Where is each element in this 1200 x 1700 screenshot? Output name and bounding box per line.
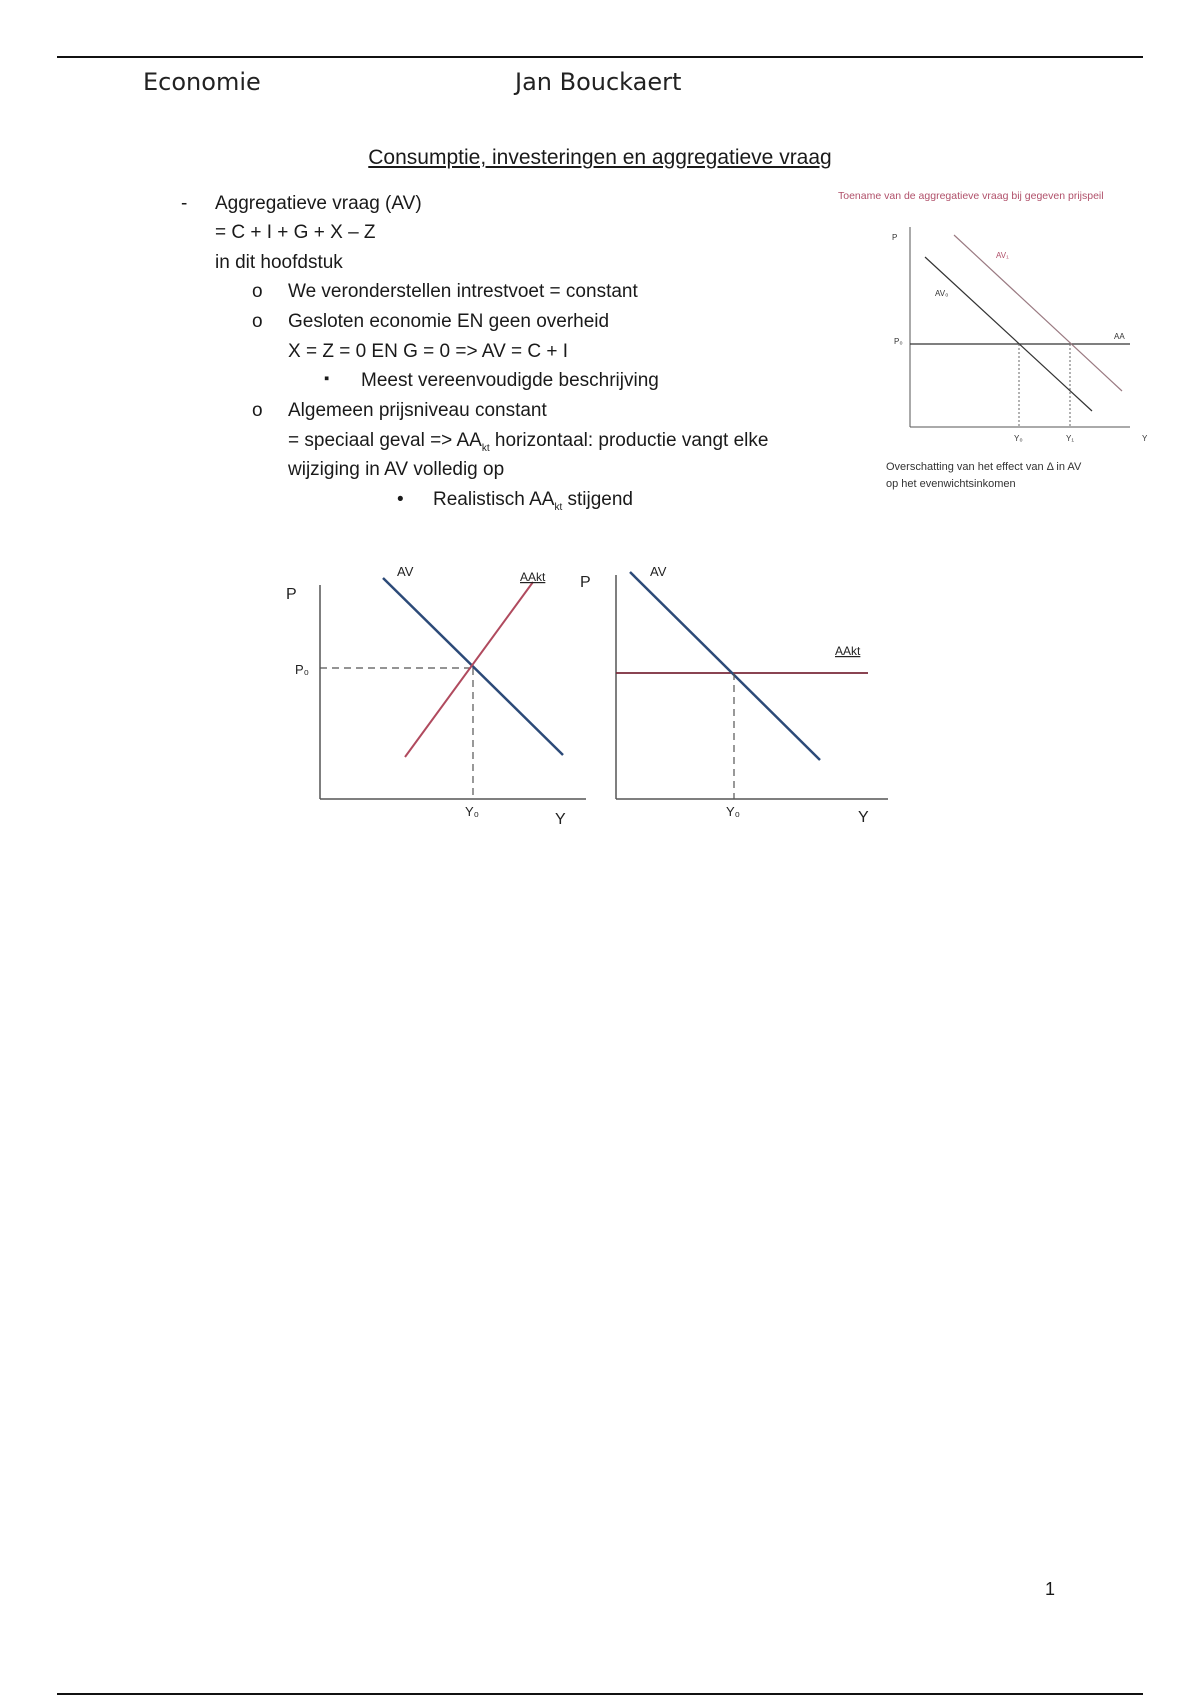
right-aa-label: AAkt [835, 644, 861, 658]
list-item-av-note: in dit hoofdstuk [215, 252, 343, 273]
circle-bullet: o [252, 281, 263, 302]
square-bullet: ▪ [324, 370, 330, 387]
small-y-label: Y [1142, 434, 1148, 443]
list-item-realistic [433, 489, 633, 513]
page-number: 1 [1045, 1579, 1056, 1599]
dash-bullet: - [181, 193, 188, 214]
right-y0-label: Y₀ [726, 804, 741, 819]
realistic-post: stijgend [562, 489, 634, 510]
left-y-label: Y [555, 811, 566, 828]
small-av-shift-figure [830, 185, 1150, 495]
right-p-label: P [580, 574, 591, 591]
small-caption-line2: op het evenwichtsinkomen [886, 478, 1016, 490]
left-av-label: AV [397, 564, 414, 579]
small-y1-label: Y₁ [1066, 434, 1075, 443]
header-author: Jan Bouckaert [515, 68, 682, 96]
small-av1-line [954, 235, 1122, 391]
left-y0-label: Y₀ [465, 804, 480, 819]
small-aa-label: AA [1114, 332, 1125, 341]
list-item-interest: We veronderstellen intrestvoet = constant [288, 281, 638, 302]
header-rule [57, 56, 1143, 58]
list-item-closed-economy-formula: X = Z = 0 EN G = 0 => AV = C + I [288, 341, 569, 362]
small-p0-label: P₀ [894, 337, 903, 346]
small-p-label: P [892, 233, 898, 242]
list-item-av: Aggregatieve vraag (AV) [215, 193, 422, 214]
small-av0-line [925, 257, 1092, 411]
circle-bullet: o [252, 400, 263, 421]
special-case-sub: kt [481, 442, 490, 454]
realistic-pre: Realistisch AA [433, 489, 555, 510]
right-av-line [630, 572, 820, 760]
list-item-special-case [288, 430, 768, 454]
small-av1-label: AV₁ [996, 251, 1009, 260]
left-av-aa-chart [280, 555, 590, 845]
page-title-text: Consumptie, investeringen en aggregatieve vraag [368, 146, 832, 169]
special-case-post: horizontaal: productie vangt elke [489, 430, 769, 451]
right-av-label: AV [650, 564, 667, 579]
left-p0-label: P₀ [295, 662, 310, 677]
circle-bullet: o [252, 311, 263, 332]
list-item-simplest: Meest vereenvoudigde beschrijving [361, 370, 659, 391]
small-caption-line1: Overschatting van het effect van Δ in AV [886, 461, 1082, 473]
footer-rule [57, 1693, 1143, 1695]
special-case-pre: = speciaal geval => AA [288, 430, 482, 451]
left-aa-label: AAkt [520, 570, 546, 584]
small-av0-label: AV₀ [935, 289, 949, 298]
small-y0-label: Y₀ [1014, 434, 1023, 443]
dot-bullet: • [397, 489, 404, 510]
realistic-sub: kt [554, 501, 563, 513]
right-av-aa-chart [570, 555, 890, 845]
list-item-closed-economy: Gesloten economie EN geen overheid [288, 311, 610, 332]
list-item-av-formula: = C + I + G + X – Z [215, 222, 376, 243]
left-p-label: P [286, 586, 297, 603]
list-item-price-level: Algemeen prijsniveau constant [288, 400, 547, 421]
small-figure-title: Toename van de aggregatieve vraag bij gegeven prijspeil [838, 190, 1104, 202]
page-title [0, 146, 1200, 170]
left-aa-line [405, 582, 533, 757]
list-item-special-case-cont: wijziging in AV volledig op [288, 459, 505, 480]
right-y-label: Y [858, 809, 869, 826]
header-subject: Economie [143, 68, 261, 96]
